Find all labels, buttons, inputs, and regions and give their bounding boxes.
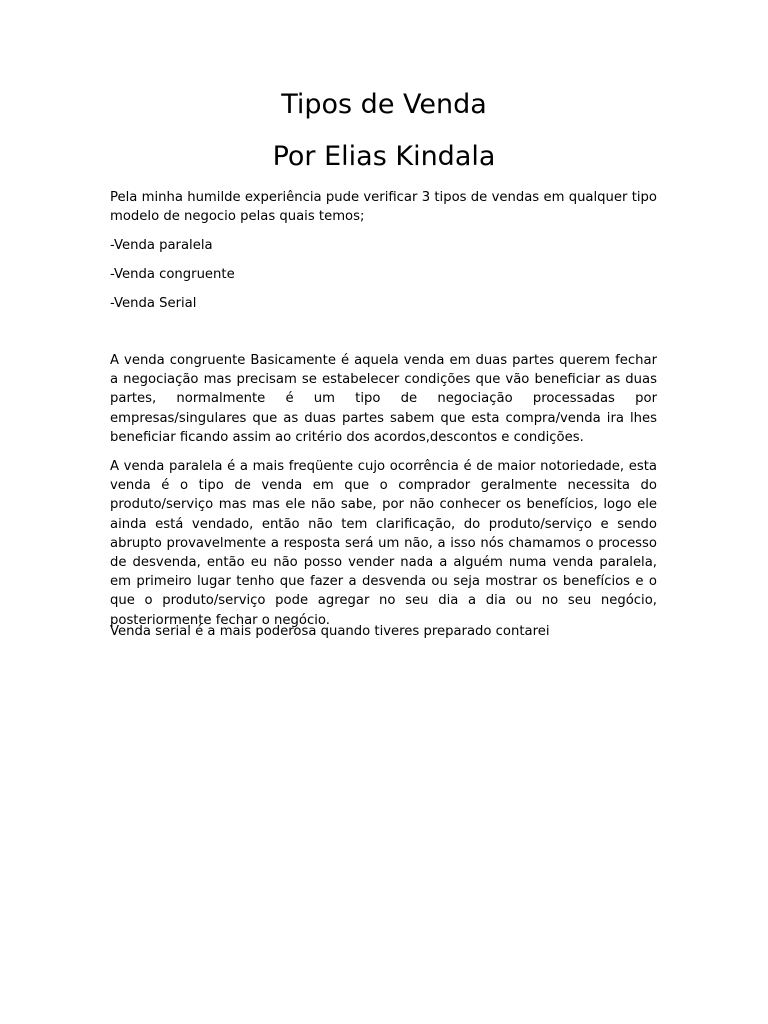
list-item-venda-congruente: -Venda congruente: [110, 267, 235, 282]
paragraph-venda-serial: Venda serial é a mais poderosa quando tiveres preparado contarei: [110, 624, 550, 639]
list-item-venda-paralela: -Venda paralela: [110, 238, 213, 253]
paragraph-venda-congruente: A venda congruente Basicamente é aquela venda em duas partes querem fechar a negociação mas precisam se estabelecer condições que vão beneficiar as duas partes, normalmente é um tipo de negociação processadas por empresas/singulares que as duas partes sabem que esta compra/venda ira lhes beneficiar ficando assim ao critério dos acordos,descontos e condições.: [110, 353, 657, 445]
document-title: Tipos de Venda: [281, 89, 487, 120]
intro-paragraph: Pela minha humilde experiência pude verificar 3 tipos de vendas em qualquer tipo modelo de negocio pelas quais temos;: [110, 190, 657, 225]
paragraph-venda-paralela: A venda paralela é a mais freqüente cujo ocorrência é de maior notoriedade, esta venda é o tipo de venda em que o comprador geralmente necessita do produto/serviço mas mas ele não sabe, por não conhecer os benefícios, logo ele ainda está vendado, então não tem clarificação, do produto/serviço e sendo abrupto provavelmente a resposta será um não, a isso nós chamamos o processo de desvenda, então eu não posso vender nada a alguém numa venda paralela, em primeiro lugar tenho que fazer a desvenda ou seja mostrar os benefícios e o que o produto/serviço pode agregar no seu dia a dia ou no seu negócio, posteriormente fechar o negócio.: [110, 459, 657, 628]
author-line: Por Elias Kindala: [272, 141, 496, 172]
list-item-venda-serial: -Venda Serial: [110, 296, 197, 311]
